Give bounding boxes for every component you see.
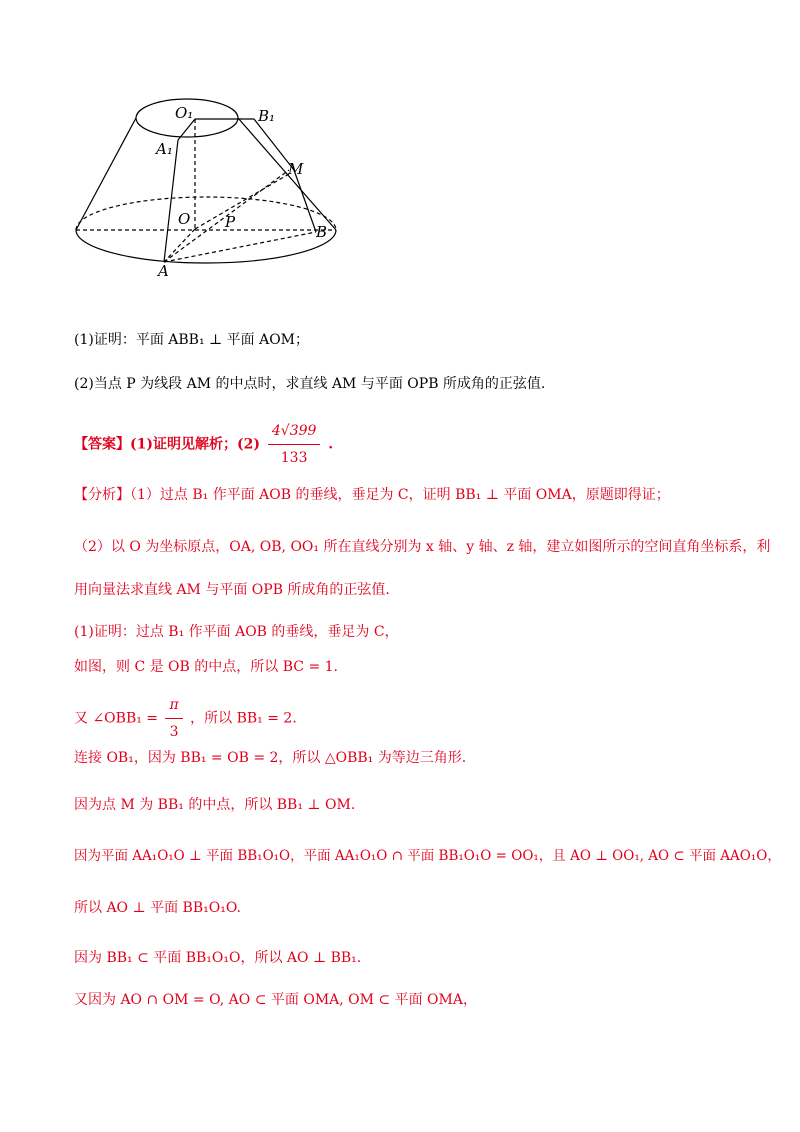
proof-line-9: 又因为 AO ∩ OM = O, AO ⊂ 平面 OMA, OM ⊂ 平面 OMA，: [74, 992, 477, 1008]
bottom-circle-front: [76, 230, 336, 263]
answer-numerator: 4√399: [268, 418, 321, 445]
analysis-line-3: 用向量法求直线 AM 与平面 OPB 所成角的正弦值.: [74, 582, 390, 598]
answer-denominator: 133: [280, 450, 308, 466]
proof-line-3: [74, 692, 297, 745]
segment-a1a: [164, 140, 178, 262]
proof-line-5: 因为点 M 为 BB₁ 的中点，所以 BB₁ ⊥ OM.: [74, 797, 356, 813]
frustum-figure: [60, 92, 360, 292]
proof-line-1: (1)证明：过点 B₁ 作平面 AOB 的垂线，垂足为 C，: [74, 624, 399, 640]
bottom-circle-back: [76, 197, 336, 230]
analysis-line-2: （2）以 O 为坐标原点，OA, OB, OO₁ 所在直线分别为 x 轴、y 轴、z 轴，建立如图所示的空间直角坐标系，利: [74, 539, 771, 555]
proof-line-3-post: ，所以 BB₁ = 2.: [190, 710, 297, 727]
proof-line-6: 因为平面 AA₁O₁O ⊥ 平面 BB₁O₁O，平面 AA₁O₁O ∩ 平面 BB₁O₁O = OO₁，且 AO ⊥ OO₁, AO ⊂ 平面 AAO₁O，: [74, 848, 781, 864]
segment-oa: [164, 229, 195, 262]
segment-om: [195, 174, 289, 229]
angle-numerator: π: [165, 692, 182, 719]
answer-line: [74, 418, 333, 471]
label-o1: O₁: [175, 104, 194, 122]
proof-line-2: 如图，则 C 是 OB 的中点，所以 BC = 1.: [74, 659, 338, 675]
left-generatrix: [76, 118, 136, 230]
question-2: (2)当点 P 为线段 AM 的中点时，求直线 AM 与平面 OPB 所成角的正弦值.: [74, 376, 546, 392]
proof-line-4: 连接 OB₁，因为 BB₁ = OB = 2，所以 △OBB₁ 为等边三角形.: [74, 750, 467, 766]
answer-prefix: 【答案】(1)证明见解析；(2): [74, 436, 260, 453]
answer-fraction: [268, 418, 321, 471]
answer-suffix: .: [328, 436, 334, 453]
label-b: B: [316, 223, 328, 241]
proof-line-7: 所以 AO ⊥ 平面 BB₁O₁O.: [74, 900, 241, 916]
label-p: P: [225, 213, 236, 231]
label-o: O: [178, 210, 191, 228]
question-1: (1)证明：平面 ABB₁ ⊥ 平面 AOM；: [74, 332, 310, 348]
label-m: M: [288, 160, 304, 178]
right-generatrix: [238, 118, 336, 230]
proof-line-3-pre: 又 ∠OBB₁ =: [74, 710, 159, 727]
angle-denominator: 3: [169, 724, 179, 740]
label-a: A: [158, 262, 169, 280]
segment-ab: [164, 232, 316, 262]
label-b1: B₁: [258, 107, 276, 125]
analysis-line-1: 【分析】（1）过点 B₁ 作平面 AOB 的垂线，垂足为 C，证明 BB₁ ⊥ 平面 OMA，原题即得证；: [74, 487, 670, 503]
label-a1: A₁: [156, 140, 173, 158]
proof-line-8: 因为 BB₁ ⊂ 平面 BB₁O₁O，所以 AO ⊥ BB₁.: [74, 950, 362, 966]
angle-fraction: [165, 692, 182, 745]
